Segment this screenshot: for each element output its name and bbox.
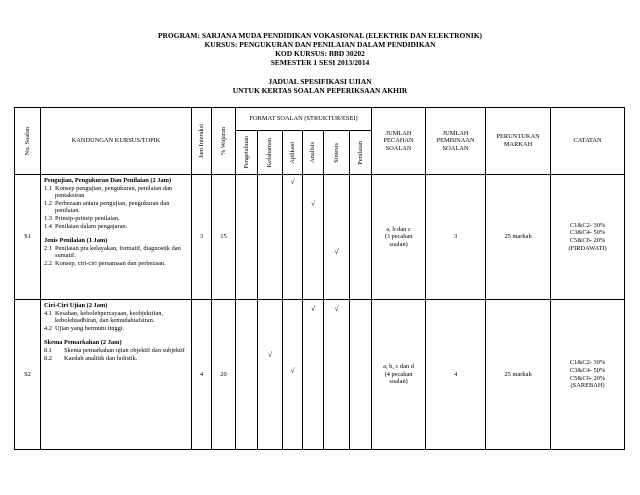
level-sintesis: Sintesis [332, 142, 340, 163]
document-header [0, 31, 640, 67]
col-jumlah-pecahan: JUMLAH PECAHAN SOALAN [372, 108, 426, 175]
wajaran-value: 15 [212, 175, 236, 300]
check-mark: √ [290, 177, 295, 186]
course-line: KURSUS: PENGUKURAN DAN PENILAIAN DALAM PENDIDIKAN [204, 40, 436, 49]
col-peruntukan-markah: PERUNTUKAN MARKAH [486, 108, 551, 175]
level-analisis: Analisis [309, 142, 317, 163]
check-mark: √ [290, 366, 295, 375]
level-penilaian: Penilaian [356, 140, 364, 165]
col-wajaran: % Wajaran [219, 127, 227, 155]
topic-item: Kaedah analitik dan holistik. [64, 354, 138, 362]
markah-value: 25 markah [486, 300, 551, 450]
table-row [15, 300, 625, 450]
specification-table [14, 107, 625, 450]
markah-value: 25 markah [486, 175, 551, 300]
topic-item: Skema pemarkahan ujian objektif dan subjektif [64, 346, 185, 354]
topic-item: Penilaian pra kelayakan, formatif, diagnostik dan sumatif. [55, 244, 181, 260]
wajaran-value: 20 [212, 300, 236, 450]
jam-value: 4 [192, 300, 212, 450]
topic-item: Penilaian dalam pengajaran. [55, 222, 128, 230]
col-kandungan: KANDUNGAN KURSUS/TOPIK [41, 108, 192, 175]
pembinaan-value: 4 [426, 300, 486, 450]
level-aplikasi: Aplikasi [288, 141, 296, 164]
topic-heading: Jenis Penilaian (1 Jam) [44, 237, 108, 245]
catatan-value: C1&C2- 30% C3&C4- 50% C5&C6- 20% (FIRDAWATI) [551, 175, 625, 300]
semester-line: SEMESTER 1 SESI 2013/2014 [270, 58, 370, 67]
col-jam-interaksi: Jam Interaksi [197, 123, 205, 159]
check-mark: √ [334, 247, 339, 256]
pecahan-value: a, b dan c (3 pecahan soalan) [372, 175, 426, 300]
program-line: PROGRAM: SARJANA MUDA PENDIDIKAN VOKASIONAL (ELEKTRIK DAN ELEKTRONIK) [157, 31, 483, 40]
topic-heading: Ciri-Ciri Ujian (2 Jam) [44, 302, 108, 309]
topic-item: Konsep, ciri-ciri persamaan dan perbezaan. [55, 259, 166, 267]
pembinaan-value: 3 [426, 175, 486, 300]
jam-value: 3 [192, 175, 212, 300]
topic-cell: Ciri-Ciri Ujian (2 Jam) 4.1 Kesahan, kebolehpercayaan, keobjektifan, kebolehtadbiran, dan kemudahtafsiran. 4.2 Ujian yang bermutu tinggi. Skema Pemarkahan (2 Jam) 8.1 Skema pemarkahan ujian objektif dan subjektif 8.2 Kaedah analitik dan holistik. [41, 300, 192, 450]
topic-item: Konsep pengujian, pengukuran, penilaian dan pentaksiran [55, 184, 173, 200]
check-mark: √ [334, 304, 339, 313]
level-kefahaman: Kefahaman [266, 137, 274, 168]
header-row-top [15, 108, 625, 131]
check-mark: √ [310, 304, 316, 313]
topic-heading: Skema Pemarkahan (2 Jam) [44, 339, 122, 347]
col-no-soalan: No. Soalan [23, 126, 31, 156]
course-code-line: KOD KURSUS: BBD 30202 [275, 49, 365, 58]
topic-cell: Pengujian, Pengukuran Dan Penilaian (2 Jam) 1.1 Konsep pengujian, pengukuran, penilaian dan pentaksiran 1.2 Perbezaan antara pengujian, pengukuran dan penilaian. 1.3 Prinsip-prinsip penilaian. 1.4 Penilaian dalam pengajaran. Jenis Penilaian (1 Jam) 2.1 Penilaian pra kelayakan, formatif, diagnostik dan sumatif. 2.2 Konsep, ciri-ciri persamaan dan perbezaan. [41, 175, 192, 300]
level-pengetahuan: Pengetahuan [242, 136, 250, 169]
table-row [15, 175, 625, 300]
pecahan-value: a, b, c dan d (4 pecahan soalan) [372, 300, 426, 450]
check-mark: √ [310, 199, 316, 208]
topic-item: Kesahan, kebolehpercayaan, keobjektifan, kebolehtadbiran, dan kemudahtafsiran. [55, 309, 164, 325]
check-mark: √ [267, 350, 273, 359]
table-title-line-1: JADUAL SPESIFIKASI UJIAN [268, 77, 372, 86]
question-number: S2 [15, 300, 41, 450]
topic-item: Ujian yang bermutu tinggi. [55, 324, 125, 332]
table-title-line-2: UNTUK KERTAS SOALAN PEPERIKSAAN AKHIR [232, 86, 408, 95]
table-title [0, 77, 640, 95]
col-catatan: CATATAN [551, 108, 625, 175]
question-number: S1 [15, 175, 41, 300]
catatan-value: C1&C2- 30% C3&C4- 50% C5&C6- 20% (SAREBAH) [551, 300, 625, 450]
col-jumlah-pembinaan: JUMLAH PEMBINAAN SOALAN [426, 108, 486, 175]
col-format-soalan: FORMAT SOALAN (STRUKTUR/ESEI) [236, 108, 372, 131]
topic-item: Prinsip-prinsip penilaian. [55, 214, 120, 222]
topic-heading: Pengujian, Pengukuran Dan Penilaian (2 Jam) [44, 177, 172, 184]
topic-item: Perbezaan antara pengujian, pengukuran dan penilaian. [55, 199, 170, 215]
